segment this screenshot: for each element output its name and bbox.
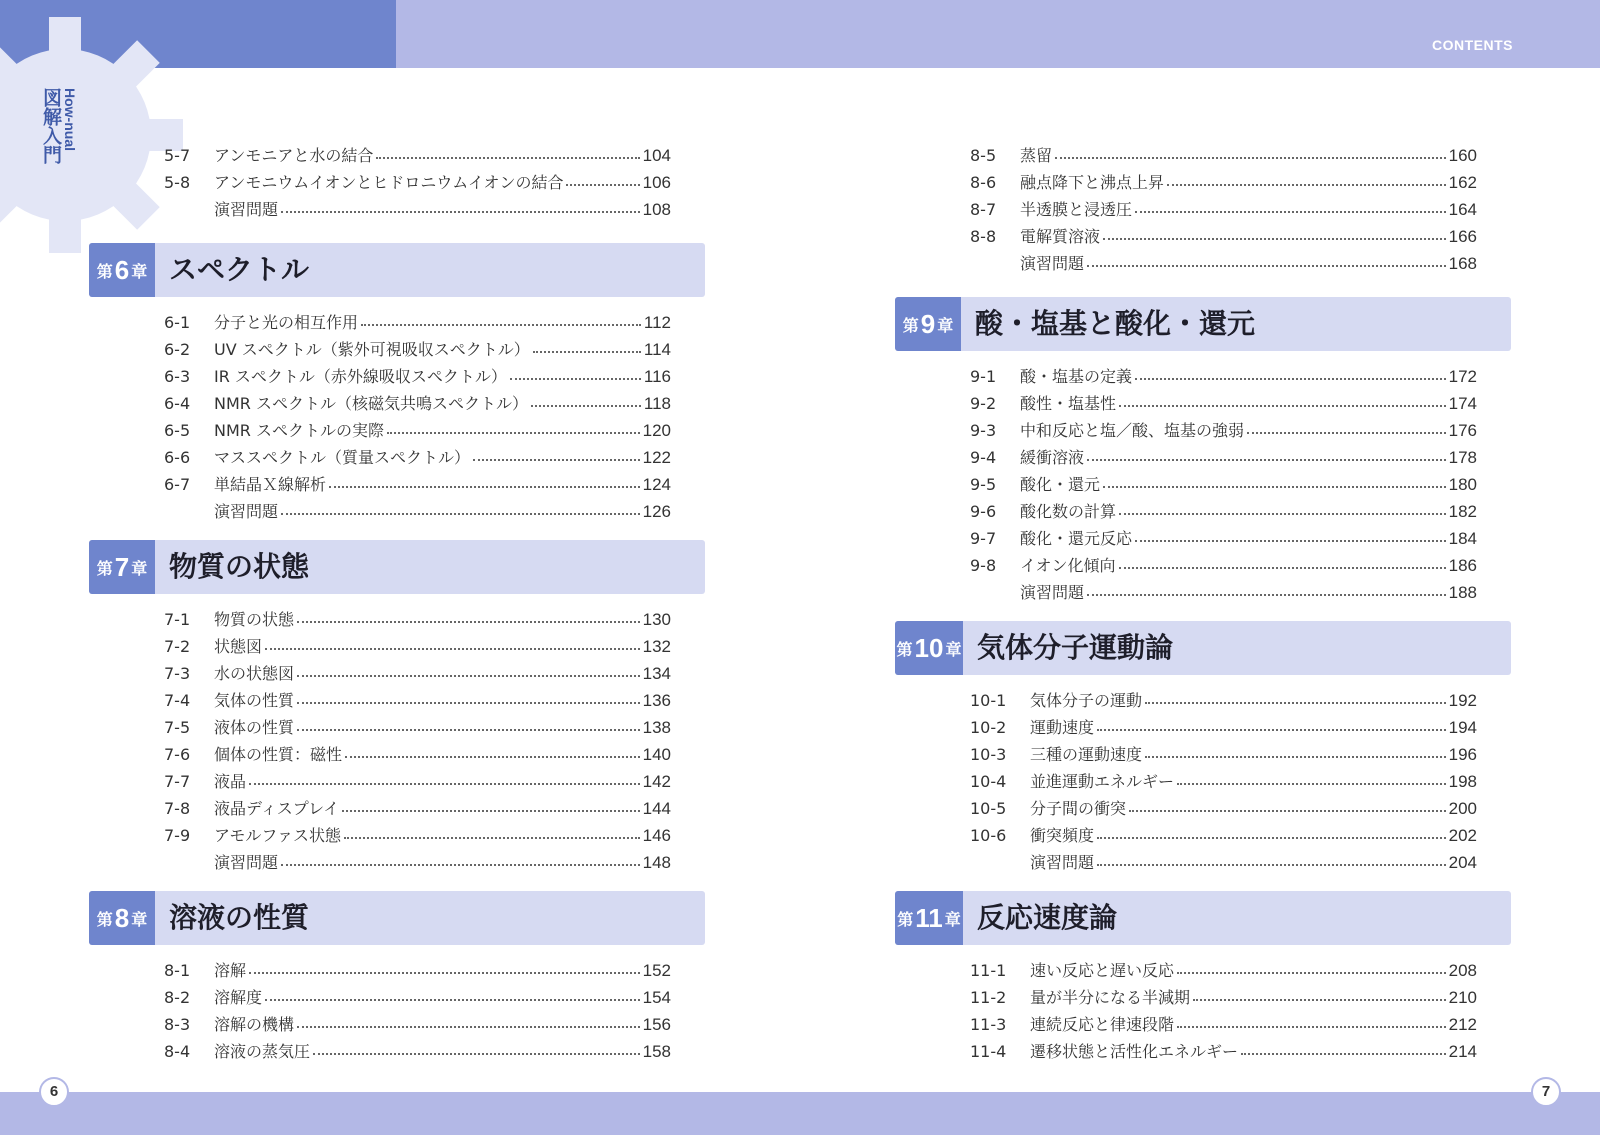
entry-page: 124 [642,475,671,494]
entry-number: 6-6 [164,448,191,467]
entry-number: 11-2 [970,988,1007,1007]
entry-page: 198 [1448,772,1477,791]
dot-leader [1241,1052,1446,1055]
toc-entry[interactable] [164,144,671,168]
chapter-number: 8 [114,902,130,933]
entry-number: 9-6 [970,502,997,521]
entry-title: 衝突頻度 [1030,826,1095,845]
chapter-number: 10 [914,632,944,663]
entry-title: 演習問題 [214,200,279,219]
entry-number: 7-4 [164,691,191,710]
toc-entry[interactable] [164,770,671,794]
entry-title: イオン化傾向 [1020,556,1116,575]
chapter-badge [895,621,963,675]
entry-page: 172 [1448,367,1477,386]
entry-title: アモルファス状態 [214,826,342,845]
entry-title: UV スペクトル（紫外可視吸収スペクトル） [214,340,530,359]
entry-page: 108 [642,200,671,219]
entry-title: 酸・塩基の定義 [1020,367,1133,386]
entry-page: 134 [642,664,671,683]
toc-entry[interactable] [164,959,671,983]
toc-entry[interactable] [164,392,671,416]
entry-number: 7-5 [164,718,191,737]
dot-leader [249,971,640,974]
entry-page: 210 [1448,988,1477,1007]
dot-leader [329,485,640,488]
entry-title: 演習問題 [214,502,279,521]
dot-leader [297,1025,640,1028]
exercise-entry[interactable] [164,500,671,524]
dot-leader [1087,593,1446,596]
dot-leader [1167,183,1446,186]
toc-entry[interactable] [970,770,1477,794]
entry-title: 中和反応と塩／酸、塩基の強弱 [1020,421,1245,440]
toc-entry[interactable] [164,365,671,389]
entry-title: IR スペクトル（赤外線吸収スペクトル） [214,367,507,386]
entry-number: 6-1 [164,313,191,332]
chapter-prefix: 第 [96,558,113,578]
entry-number: 8-1 [164,961,191,980]
entry-number: 9-8 [970,556,997,575]
entry-title: 緩衝溶液 [1020,448,1085,467]
entry-title: 電解質溶液 [1020,227,1101,246]
entry-number: 10-6 [970,826,1007,845]
entry-title: 酸化・還元 [1020,475,1101,494]
entry-page: 156 [642,1015,671,1034]
entry-number: 10-2 [970,718,1007,737]
entry-title: 溶解 [214,961,247,980]
exercise-entry[interactable] [970,581,1477,605]
left-page-number: 6 [39,1077,69,1107]
entry-page: 196 [1448,745,1477,764]
entry-number: 9-2 [970,394,997,413]
entry-title: 状態図 [214,637,263,656]
entry-page: 182 [1448,502,1477,521]
dot-leader [281,863,640,866]
dot-leader [566,183,639,186]
entry-number: 10-3 [970,745,1007,764]
chapter-header-9[interactable] [895,297,1511,351]
toc-entry[interactable] [970,824,1477,848]
entry-title: NMR スペクトル（核磁気共鳴スペクトル） [214,394,528,413]
entry-title: アンモニウムイオンとヒドロニウムイオンの結合 [214,173,564,192]
dot-leader [281,210,640,213]
entry-page: 164 [1448,200,1477,219]
toc-entry[interactable] [970,689,1477,713]
toc-entry[interactable] [970,144,1477,168]
entry-title: 液晶ディスプレイ [214,799,340,818]
toc-entry[interactable] [164,689,671,713]
contents-label: CONTENTS [1432,37,1513,53]
dot-leader [1087,458,1446,461]
entry-page: 180 [1448,475,1477,494]
entry-number: 8-7 [970,200,997,219]
entry-title: 速い反応と遅い反応 [1030,961,1175,980]
entry-page: 152 [642,961,671,980]
entry-title: 気体の性質 [214,691,295,710]
dot-leader [1119,404,1446,407]
toc-entry[interactable] [970,446,1477,470]
chapter-header-11[interactable] [895,891,1511,945]
entry-number: 6-7 [164,475,191,494]
entry-page: 192 [1448,691,1477,710]
chapter-badge [895,891,963,945]
entry-number: 10-1 [970,691,1007,710]
entry-number: 7-9 [164,826,191,845]
dot-leader [361,323,641,326]
entry-number: 11-4 [970,1042,1007,1061]
entry-number: 9-5 [970,475,997,494]
entry-number: 8-3 [164,1015,191,1034]
chapter-suffix: 章 [131,558,148,578]
entry-title: 運動速度 [1030,718,1095,737]
entry-title: 量が半分になる半減期 [1030,988,1191,1007]
entry-page: 142 [642,772,671,791]
toc-entry[interactable] [164,1040,671,1064]
dot-leader [387,431,640,434]
entry-title: マススペクトル（質量スペクトル） [214,448,471,467]
entry-page: 132 [642,637,671,656]
series-title-en: How-nual [62,88,78,151]
chapter-header-6[interactable] [89,243,705,297]
entry-number: 10-4 [970,772,1007,791]
entry-page: 126 [642,502,671,521]
toc-entry[interactable] [164,743,671,767]
chapter-number: 7 [114,551,130,582]
toc-entry[interactable] [164,662,671,686]
dot-leader [249,782,640,785]
toc-entry[interactable] [164,608,671,632]
toc-entry[interactable] [164,797,671,821]
entry-page: 184 [1448,529,1477,548]
entry-title: 酸化数の計算 [1020,502,1117,521]
entry-page: 116 [643,367,671,386]
entry-page: 158 [642,1042,671,1061]
entry-title: 三種の運動速度 [1030,745,1143,764]
entry-page: 148 [642,853,671,872]
entry-page: 120 [642,421,671,440]
toc-entry[interactable] [164,635,671,659]
dot-leader [281,512,640,515]
entry-number: 9-3 [970,421,997,440]
toc-entry[interactable] [164,1013,671,1037]
dot-leader [531,404,641,407]
entry-title: 物質の状態 [214,610,295,629]
toc-entry[interactable] [970,365,1477,389]
chapter-badge [89,243,155,297]
entry-number: 6-5 [164,421,191,440]
dot-leader [533,350,641,353]
right-page-number: 7 [1531,1077,1561,1107]
entry-page: 168 [1448,254,1477,273]
toc-entry[interactable] [164,986,671,1010]
toc-entry[interactable] [970,1013,1477,1037]
entry-number: 9-7 [970,529,997,548]
toc-entry[interactable] [164,446,671,470]
entry-title: 演習問題 [1030,853,1095,872]
chapter-prefix: 第 [897,909,914,929]
dot-leader [1097,836,1446,839]
entry-page: 204 [1448,853,1477,872]
dot-leader [473,458,640,461]
entry-page: 208 [1448,961,1477,980]
dot-leader [1119,512,1446,515]
entry-title: 半透膜と浸透圧 [1020,200,1133,219]
entry-page: 194 [1448,718,1477,737]
toc-entry[interactable] [164,419,671,443]
dot-leader [1103,485,1446,488]
toc-entry[interactable] [970,419,1477,443]
entry-page: 114 [643,340,671,359]
dot-leader [297,701,640,704]
entry-title: 演習問題 [214,853,279,872]
toc-entry[interactable] [970,473,1477,497]
entry-title: 単結晶Ｘ線解析 [214,475,327,494]
entry-page: 144 [642,799,671,818]
chapter-suffix: 章 [944,909,961,929]
dot-leader [1055,156,1446,159]
chapter-title: 酸・塩基と酸化・還元 [975,307,1256,340]
chapter-title: 反応速度論 [977,901,1118,934]
entry-page: 174 [1448,394,1477,413]
entry-title: 演習問題 [1020,254,1085,273]
toc-entry[interactable] [970,959,1477,983]
dot-leader [1145,755,1446,758]
entry-page: 154 [642,988,671,1007]
dot-leader [342,809,639,812]
dot-leader [1135,539,1446,542]
dot-leader [1097,728,1446,731]
entry-page: 138 [642,718,671,737]
dot-leader [344,836,640,839]
exercise-entry[interactable] [164,851,671,875]
entry-title: 酸化・還元反応 [1020,529,1133,548]
entry-page: 166 [1448,227,1477,246]
entry-page: 112 [643,313,671,332]
toc-entry[interactable] [970,716,1477,740]
toc-entry[interactable] [970,554,1477,578]
entry-number: 8-6 [970,173,997,192]
exercise-entry[interactable] [164,198,671,222]
dot-leader [265,647,640,650]
entry-title: 遷移状態と活性化エネルギー [1030,1042,1239,1061]
entry-title: 融点降下と沸点上昇 [1020,173,1165,192]
entry-number: 8-5 [970,146,997,165]
entry-number: 7-6 [164,745,191,764]
dot-leader [297,620,640,623]
dot-leader [297,674,640,677]
dot-leader [297,728,640,731]
chapter-prefix: 第 [902,315,919,335]
toc-entry[interactable] [970,527,1477,551]
entry-title: 気体分子の運動 [1030,691,1143,710]
toc-entry[interactable] [970,198,1477,222]
entry-page: 130 [642,610,671,629]
toc-entry[interactable] [970,986,1477,1010]
chapter-suffix: 章 [937,315,954,335]
dot-leader [1103,237,1446,240]
toc-entry[interactable] [970,225,1477,249]
chapter-header-8[interactable] [89,891,705,945]
entry-number: 7-3 [164,664,191,683]
entry-page: 212 [1448,1015,1477,1034]
chapter-header-10[interactable] [895,621,1511,675]
entry-page: 162 [1448,173,1477,192]
chapter-title: 気体分子運動論 [977,631,1174,664]
toc-entry[interactable] [164,473,671,497]
entry-title: 並進運動エネルギー [1030,772,1175,791]
entry-number: 5-8 [164,173,191,192]
dot-leader [1135,210,1446,213]
dot-leader [265,998,640,1001]
chapter-number: 6 [114,254,130,285]
chapter-suffix: 章 [945,639,962,659]
entry-number: 5-7 [164,146,191,165]
entry-number: 6-4 [164,394,191,413]
entry-page: 160 [1448,146,1477,165]
chapter-prefix: 第 [896,639,913,659]
entry-number: 7-2 [164,637,191,656]
entry-number: 11-1 [970,961,1007,980]
dot-leader [1193,998,1446,1001]
dot-leader [1145,701,1446,704]
toc-entry[interactable] [164,338,671,362]
toc-entry[interactable] [164,311,671,335]
chapter-title: 物質の状態 [169,550,310,583]
entry-page: 200 [1448,799,1477,818]
toc-entry[interactable] [970,500,1477,524]
entry-number: 7-8 [164,799,191,818]
entry-title: 液晶 [214,772,247,791]
toc-entry[interactable] [164,716,671,740]
entry-title: 個体の性質：磁性 [214,745,343,764]
entry-page: 214 [1448,1042,1477,1061]
entry-title: 水の状態図 [214,664,295,683]
toc-entry[interactable] [970,392,1477,416]
entry-title: 酸性・塩基性 [1020,394,1117,413]
entry-page: 178 [1448,448,1477,467]
gear-icon [0,10,190,260]
chapter-header-7[interactable] [89,540,705,594]
toc-entry[interactable] [164,824,671,848]
entry-page: 118 [643,394,671,413]
dot-leader [1177,782,1446,785]
dot-leader [1177,971,1446,974]
toc-entry[interactable] [164,171,671,195]
entry-title: 溶解度 [214,988,263,1007]
dot-leader [313,1052,640,1055]
dot-leader [1087,264,1446,267]
dot-leader [1247,431,1446,434]
dot-leader [1135,377,1446,380]
chapter-prefix: 第 [96,909,113,929]
chapter-prefix: 第 [96,261,113,281]
entry-page: 202 [1448,826,1477,845]
chapter-badge [89,540,155,594]
series-brand [38,88,82,198]
entry-title: 蒸留 [1020,146,1053,165]
entry-page: 136 [642,691,671,710]
dot-leader [376,156,639,159]
entry-page: 188 [1448,583,1477,602]
toc-entry[interactable] [970,797,1477,821]
dot-leader [1097,863,1446,866]
entry-number: 9-4 [970,448,997,467]
entry-number: 8-2 [164,988,191,1007]
series-title-ja: 図解入門 [40,88,62,164]
entry-number: 9-1 [970,367,997,386]
entry-title: 溶液の蒸気圧 [214,1042,311,1061]
entry-page: 176 [1448,421,1477,440]
exercise-entry[interactable] [970,252,1477,276]
chapter-suffix: 章 [131,261,148,281]
entry-title: 分子と光の相互作用 [214,313,359,332]
entry-number: 10-5 [970,799,1007,818]
chapter-title: 溶液の性質 [169,901,310,934]
entry-page: 140 [642,745,671,764]
entry-number: 7-1 [164,610,191,629]
chapter-badge [895,297,961,351]
entry-page: 186 [1448,556,1477,575]
entry-page: 104 [642,146,671,165]
entry-page: 106 [642,173,671,192]
toc-entry[interactable] [970,1040,1477,1064]
entry-number: 8-8 [970,227,997,246]
entry-number: 6-2 [164,340,191,359]
toc-entry[interactable] [970,171,1477,195]
dot-leader [510,377,641,380]
entry-title: NMR スペクトルの実際 [214,421,384,440]
toc-entry[interactable] [970,743,1477,767]
entry-title: 溶解の機構 [214,1015,295,1034]
entry-number: 11-3 [970,1015,1007,1034]
entry-title: 連続反応と律速段階 [1030,1015,1175,1034]
entry-title: アンモニアと水の結合 [214,146,374,165]
entry-number: 8-4 [164,1042,191,1061]
bottom-band [0,1092,1600,1135]
entry-number: 7-7 [164,772,191,791]
chapter-suffix: 章 [131,909,148,929]
entry-number: 6-3 [164,367,191,386]
chapter-number: 11 [915,902,943,933]
entry-page: 122 [642,448,671,467]
chapter-badge [89,891,155,945]
entry-page: 146 [642,826,671,845]
dot-leader [1119,566,1446,569]
entry-title: 演習問題 [1020,583,1085,602]
entry-title: 分子間の衝突 [1030,799,1127,818]
chapter-title: スペクトル [169,253,310,286]
entry-title: 液体の性質 [214,718,295,737]
exercise-entry[interactable] [970,851,1477,875]
chapter-number: 9 [920,308,936,339]
dot-leader [1177,1025,1446,1028]
dot-leader [345,755,640,758]
dot-leader [1129,809,1446,812]
